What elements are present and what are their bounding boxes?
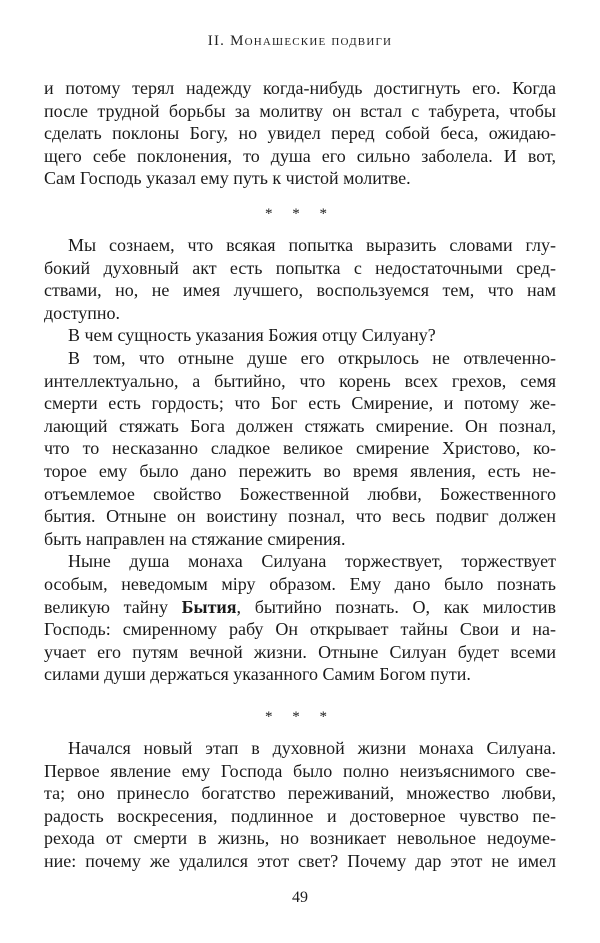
- paragraph: [44, 737, 556, 873]
- paragraph: [44, 234, 556, 324]
- bold-term: Бытия: [181, 596, 237, 617]
- text-line: рехода от смерти в жизнь, но возникает невольное недоуме-: [44, 828, 556, 849]
- text-line: что то несказанно сладкое великое смирение Христово, ко-: [44, 438, 556, 459]
- text-line: особым, неведомым міру образом. Ему дано было познать: [44, 573, 556, 594]
- text-line: радость воскресения, подлинное и достоверное чувство пе-: [44, 805, 556, 826]
- text-block-2: [44, 234, 556, 686]
- text-line: ствами, но, не имея лучшего, воспользуемся тем, что нам: [44, 280, 556, 301]
- text-line: и потому терял надежду когда-нибудь достигнуть его. Когда: [44, 78, 556, 98]
- text-line: силами души держаться указанного Самим Богом пути.: [44, 664, 471, 685]
- page-number: 49: [292, 889, 308, 906]
- text-line: интеллектуально, а бытийно, что корень всех грехов, семя: [44, 370, 556, 391]
- text-line: после трудной борьбы за молитву он встал с табурета, чтобы: [44, 100, 556, 121]
- text-line: бытия. Отныне он воистину познал, что весь подвиг должен: [44, 506, 556, 527]
- text-line: лающий стяжать Бога должен стяжать смирение. Он познал,: [44, 415, 556, 436]
- paragraph: [44, 324, 556, 347]
- text-line: [44, 596, 556, 619]
- text-line: бокий духовный акт есть попытка с недостаточными сред-: [44, 257, 556, 278]
- text-line: та; оно принесло богатство переживаний, множество любви,: [44, 783, 556, 804]
- text-line: Начался новый этап в духовной жизни монаха Силуана.: [68, 738, 556, 758]
- text-line: торое ему было дано пережить во время явления, есть не-: [44, 460, 556, 481]
- text-line: доступно.: [44, 302, 120, 323]
- paragraph: [44, 77, 556, 190]
- text-segment: великую тайну: [44, 596, 182, 617]
- text-line: В чем сущность указания Божия отцу Силуану?: [68, 325, 436, 346]
- running-header: II. Монашеские подвиги: [207, 33, 393, 49]
- text-line: ние: почему же удалился этот свет? Почему дар этот не имел: [44, 850, 556, 871]
- text-line: Сам Господь указал ему путь к чистой молитве.: [44, 168, 411, 189]
- text-line: смерти есть гордость; что Бог есть Смирение, и потому же-: [44, 393, 556, 414]
- text-block-1: [44, 77, 556, 190]
- text-line: сделать поклоны Богу, но увидел перед собой беса, ожидаю-: [44, 123, 556, 144]
- section-separator: * * *: [265, 709, 335, 725]
- paragraph: [44, 347, 556, 550]
- text-segment: , бытийно познать. О, как милостив: [236, 596, 557, 617]
- text-line: отъемлемое свойство Божественной любви, Божественного: [44, 483, 556, 504]
- paragraph: [44, 550, 556, 686]
- text-line: Господь: смиренному рабу Он открывает тайны Свои и на-: [44, 619, 556, 640]
- text-line: щего себе поклонения, то душа его сильно заболела. И вот,: [44, 145, 556, 166]
- text-line: учает его путям вечной жизни. Отныне Силуан будет всеми: [44, 641, 556, 662]
- text-block-3: [44, 737, 556, 873]
- section-separator: * * *: [265, 206, 335, 222]
- text-line: Ныне душа монаха Силуана торжествует, торжествует: [68, 551, 556, 572]
- text-line: Первое явление ему Господа было полно неизъяснимого све-: [44, 760, 556, 781]
- text-line: В том, что отныне душе его открылось не отвлеченно-: [68, 347, 556, 368]
- text-line: быть направлен на стяжание смирения.: [44, 528, 346, 549]
- text-line: Мы сознаем, что всякая попытка выразить словами глу-: [68, 235, 556, 255]
